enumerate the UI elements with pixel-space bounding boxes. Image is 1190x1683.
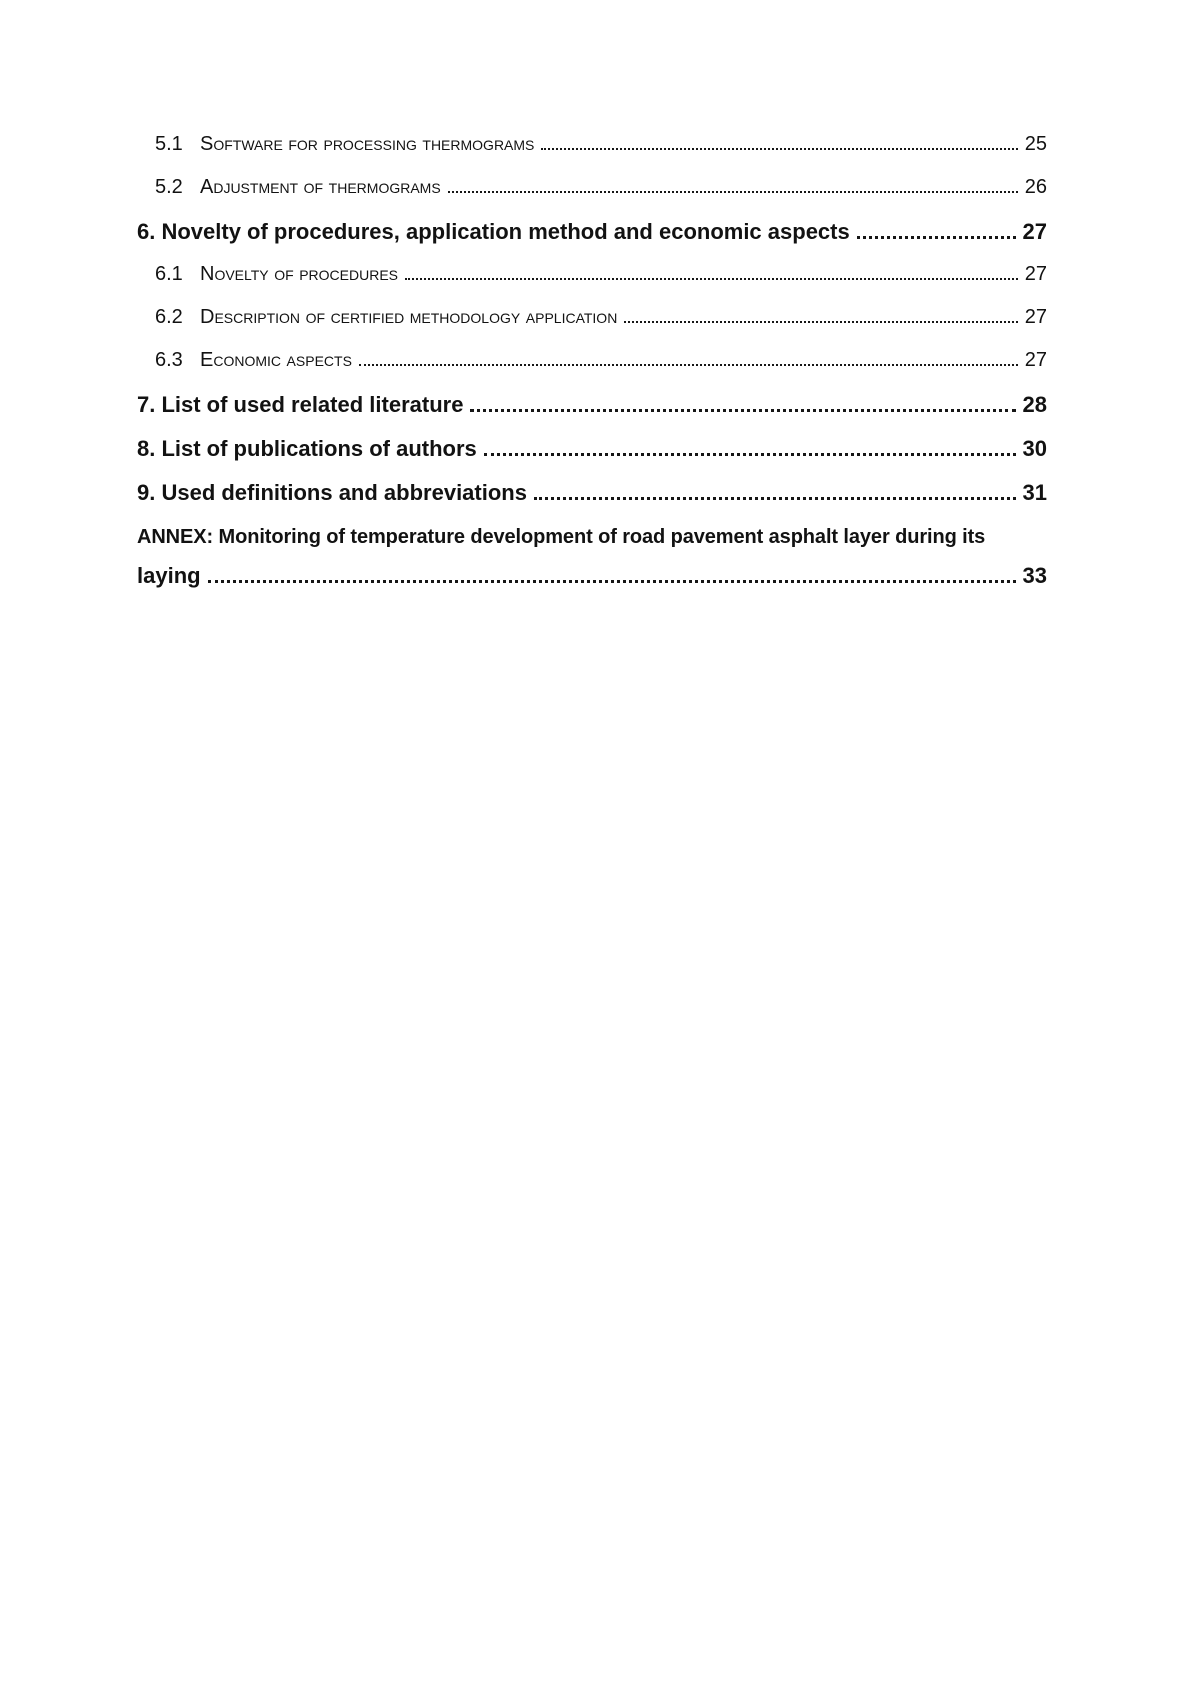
toc-entry[interactable] (137, 437, 1047, 461)
dot-leader (405, 278, 1018, 280)
entry-number: 6.2 (155, 306, 183, 328)
toc-entry[interactable] (137, 177, 1047, 198)
dot-leader (208, 580, 1016, 583)
table-of-contents (137, 134, 1047, 588)
entry-number: 6.3 (155, 349, 183, 371)
entry-label: 7. List of used related literature (137, 392, 464, 417)
toc-entry[interactable] (137, 481, 1047, 505)
page-number: 27 (1022, 219, 1047, 244)
entry-number: 5.2 (155, 176, 183, 198)
toc-entry[interactable] (137, 393, 1047, 417)
page-number: 27 (1024, 349, 1047, 371)
dot-leader (448, 191, 1018, 193)
entry-number: 5.1 (155, 133, 183, 155)
entry-label: Description of certified methodology application (200, 306, 618, 328)
page-number: 25 (1024, 133, 1047, 155)
entry-label: Adjustment of thermograms (200, 176, 441, 198)
entry-label: Economic aspects (200, 349, 352, 371)
entry-label: 8. List of publications of authors (137, 436, 477, 461)
entry-number: 6.1 (155, 263, 183, 285)
toc-entry[interactable] (137, 350, 1047, 371)
page-number: 31 (1022, 480, 1047, 505)
page-number: 26 (1024, 176, 1047, 198)
toc-entry[interactable] (137, 307, 1047, 328)
toc-entry-annex-line1[interactable]: ANNEX: Monitoring of temperature development of road pavement asphalt layer during its (137, 526, 986, 548)
entry-label: Novelty of procedures (200, 263, 398, 285)
entry-label: 9. Used definitions and abbreviations (137, 480, 527, 505)
toc-entry[interactable] (137, 220, 1047, 244)
dot-leader (470, 409, 1015, 412)
entry-label: laying (137, 563, 201, 588)
dot-leader (624, 321, 1017, 323)
dot-leader (484, 453, 1016, 456)
dot-leader (541, 148, 1017, 150)
page-number: 27 (1024, 306, 1047, 328)
toc-entry-annex-line2[interactable] (137, 564, 1047, 588)
entry-label: Software for processing thermograms (200, 133, 535, 155)
page-number: 30 (1022, 436, 1047, 461)
dot-leader (534, 497, 1016, 500)
toc-entry[interactable] (137, 134, 1047, 155)
entry-label: 6. Novelty of procedures, application method and economic aspects (137, 219, 850, 244)
dot-leader (359, 364, 1018, 366)
page-number: 28 (1022, 392, 1047, 417)
page-number: 27 (1024, 263, 1047, 285)
page-number: 33 (1022, 563, 1047, 588)
dot-leader (857, 236, 1016, 239)
toc-entry[interactable] (137, 264, 1047, 285)
